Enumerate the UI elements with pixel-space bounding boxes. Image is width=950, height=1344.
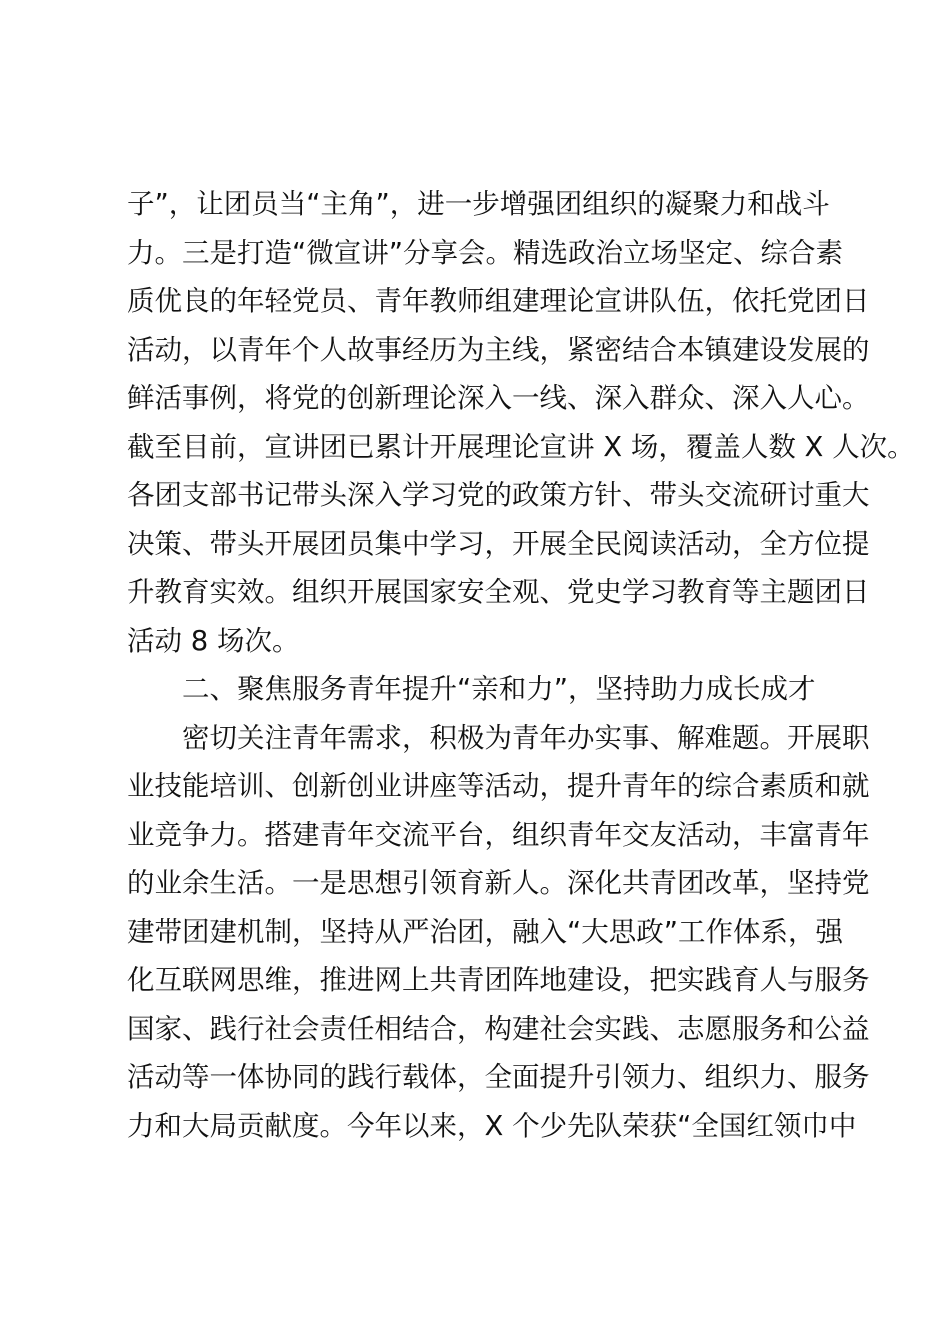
text-line: 活动等一体协同的践行载体，全面提升引领力、组织力、服务: [127, 1061, 870, 1093]
text-line: 质优良的年轻党员、青年教师组建理论宣讲队伍，依托党团日: [127, 285, 870, 317]
text-line: 鲜活事例，将党的创新理论深入一线、深入群众、深入人心。: [127, 382, 870, 414]
text-line: 业技能培训、创新创业讲座等活动，提升青年的综合素质和就: [127, 770, 870, 802]
text-line: 力。三是打造“微宣讲”分享会。精选政治立场坚定、综合素: [127, 236, 843, 269]
text-line: 化互联网思维，推进网上共青团阵地建设，把实践育人与服务: [127, 964, 870, 996]
section-heading: 二、聚焦服务青年提升“亲和力”，坚持助力成长成才: [182, 673, 816, 705]
text-line: 子”，让团员当“主角”，进一步增强团组织的凝聚力和战斗: [127, 188, 830, 220]
text-line: 活动，以青年个人故事经历为主线，紧密结合本镇建设发展的: [127, 333, 870, 366]
text-line: 决策、带头开展团员集中学习，开展全民阅读活动，全方位提: [127, 527, 870, 560]
text-line: 各团支部书记带头深入学习党的政策方针、带头交流研讨重大: [127, 479, 870, 511]
text-line: 的业余生活。一是思想引领育新人。深化共青团改革，坚持党: [127, 867, 870, 899]
text-line: 建带团建机制，坚持从严治团，融入“大思政”工作体系，强: [127, 915, 843, 948]
text-line: 力和大局贡献度。今年以来，X 个少先队荣获“全国红领巾中: [127, 1109, 857, 1142]
paragraph-first-line: 密切关注青年需求，积极为青年办实事、解难题。开展职: [182, 721, 870, 754]
text-line: 国家、践行社会责任相结合，构建社会实践、志愿服务和公益: [127, 1012, 870, 1045]
text-line: 截至目前，宣讲团已累计开展理论宣讲 X 场，覆盖人数 X 人次。: [127, 430, 915, 463]
text-line: 活动 8 场次。: [127, 624, 300, 657]
text-line: 升教育实效。组织开展国家安全观、党史学习教育等主题团日: [127, 576, 870, 608]
body-text: [127, 180, 915, 1150]
text-line: 业竞争力。搭建青年交流平台，组织青年交友活动，丰富青年: [127, 818, 870, 851]
